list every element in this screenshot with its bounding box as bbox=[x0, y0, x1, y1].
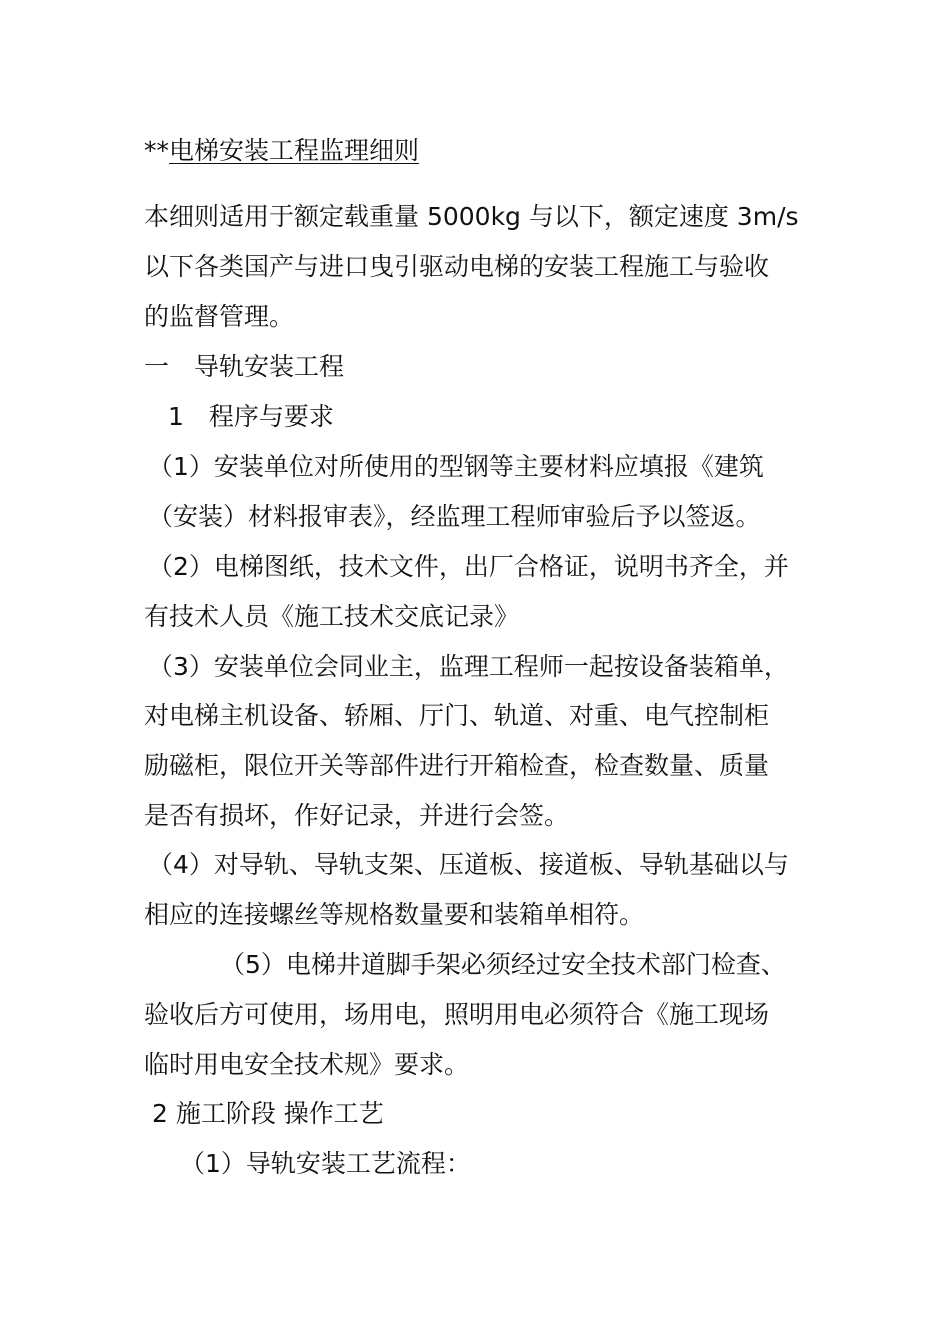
intro-line-1: 本细则适用于额定载重量 5000kg 与以下，额定速度 3m/s bbox=[144, 202, 799, 231]
document-title bbox=[144, 135, 419, 167]
intro-line-3: 的监督管理。 bbox=[144, 302, 295, 331]
item-4-line-2: 相应的连接螺丝等规格数量要和装箱单相符。 bbox=[144, 900, 645, 929]
item-3-line-4: 是否有损坏，作好记录，并进行会签。 bbox=[144, 801, 570, 830]
item-3-line-3: 励磁柜，限位开关等部件进行开箱检查，检查数量、质量 bbox=[144, 751, 770, 780]
item-5-line-3: 临时用电安全技术规》要求。 bbox=[144, 1050, 470, 1079]
item-1-line-1: （1）安装单位对所使用的型钢等主要材料应填报《建筑 bbox=[148, 452, 764, 481]
intro-line-2: 以下各类国产与进口曳引驱动电梯的安装工程施工与验收 bbox=[144, 252, 770, 281]
item-2-line-1: （2）电梯图纸，技术文件，出厂合格证，说明书齐全，并 bbox=[148, 552, 789, 581]
title-text: 电梯安装工程监理细则 bbox=[169, 136, 420, 165]
item-1-line-2: （安装）材料报审表》，经监理工程师审验后予以签返。 bbox=[148, 502, 761, 531]
item-5-line-1: （5）电梯井道脚手架必须经过安全技术部门检查、 bbox=[220, 950, 786, 979]
stage-heading: 2 施工阶段 操作工艺 bbox=[152, 1099, 384, 1128]
item-2-line-2: 有技术人员《施工技术交底记录》 bbox=[144, 602, 520, 631]
item-3-line-2: 对电梯主机设备、轿厢、厅门、轨道、对重、电气控制柜 bbox=[144, 701, 770, 730]
title-prefix: ** bbox=[144, 136, 169, 165]
item-4-line-1: （4）对导轨、导轨支架、压道板、接道板、导轨基础以与 bbox=[148, 850, 789, 879]
item-3-line-1: （3）安装单位会同业主，监理工程师一起按设备装箱单， bbox=[148, 652, 789, 681]
section-one-subheading: 1 程序与要求 bbox=[168, 402, 334, 431]
item-5-line-2: 验收后方可使用，场用电，照明用电必须符合《施工现场 bbox=[144, 1000, 770, 1029]
section-one-heading: 一 导轨安装工程 bbox=[144, 352, 345, 381]
stage-item-1: （1）导轨安装工艺流程： bbox=[180, 1149, 471, 1178]
